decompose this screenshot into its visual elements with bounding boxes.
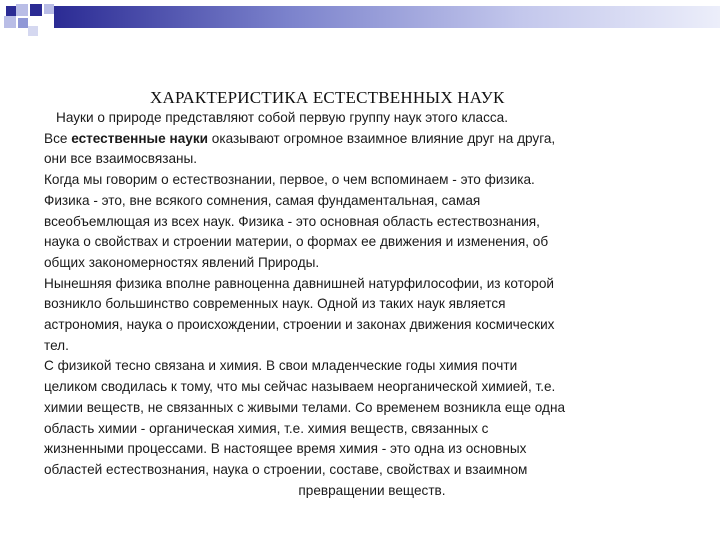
slide-title: ХАРАКТЕРИСТИКА ЕСТЕСТВЕННЫХ НАУК xyxy=(150,88,505,107)
body-line: всеобъемлющая из всех наук. Физика - это основная область естествознания, xyxy=(44,213,540,229)
body-line: превращении веществ. xyxy=(298,482,446,498)
body-line: Науки о природе представляют собой первую группу наук этого класса. xyxy=(56,110,509,125)
body-line: возникло большинство современных наук. Одной из таких наук является xyxy=(44,296,506,312)
body-line: общих закономерностях явлений Природы. xyxy=(44,254,320,270)
bold-term: естественные науки xyxy=(71,130,208,146)
decor-square xyxy=(44,4,54,14)
decor-square xyxy=(28,26,38,36)
slide-body xyxy=(44,108,684,501)
body-line: областей естествознания, наука о строении, составе, свойствах и взаимном xyxy=(44,461,528,477)
body-line: целиком сводилась к тому, что мы сейчас называем неорганической химией, т.е. xyxy=(44,379,556,395)
body-line xyxy=(44,129,684,150)
body-line-end: оказывают огромное взаимное влияние друг на друга, xyxy=(208,130,556,146)
body-line: наука о свойствах и строении материи, о формах ее движения и изменения, об xyxy=(44,234,549,250)
decor-square xyxy=(6,6,16,16)
body-line-start: Все xyxy=(44,130,72,146)
body-line: тел. xyxy=(44,337,69,353)
body-line: Когда мы говорим о естествознании, первое, о чем вспоминаем - это физика. xyxy=(44,172,535,188)
body-line: Нынешняя физика вполне равноценна давнишней натурфилософии, из которой xyxy=(44,275,555,291)
body-line: С физикой тесно связана и химия. В свои младенческие годы химия почти xyxy=(44,358,518,374)
body-line: химии веществ, не связанных с живыми телами. Со временем возникла еще одна xyxy=(44,399,566,415)
body-line: область химии - органическая химия, т.е. химия веществ, связанных с xyxy=(44,420,489,436)
body-line: астрономия, наука о происхождении, строении и законах движения космических xyxy=(44,317,555,333)
decor-square xyxy=(4,16,16,28)
decor-square xyxy=(18,18,28,28)
body-line: они все взаимосвязаны. xyxy=(44,151,198,167)
decor-square xyxy=(16,4,28,16)
body-line: жизненными процессами. В настоящее время химия - это одна из основных xyxy=(44,441,527,457)
body-line: Физика - это, вне всякого сомнения, самая фундаментальная, самая xyxy=(44,192,481,208)
header-gradient-bar xyxy=(54,6,720,28)
decor-square xyxy=(30,4,42,16)
